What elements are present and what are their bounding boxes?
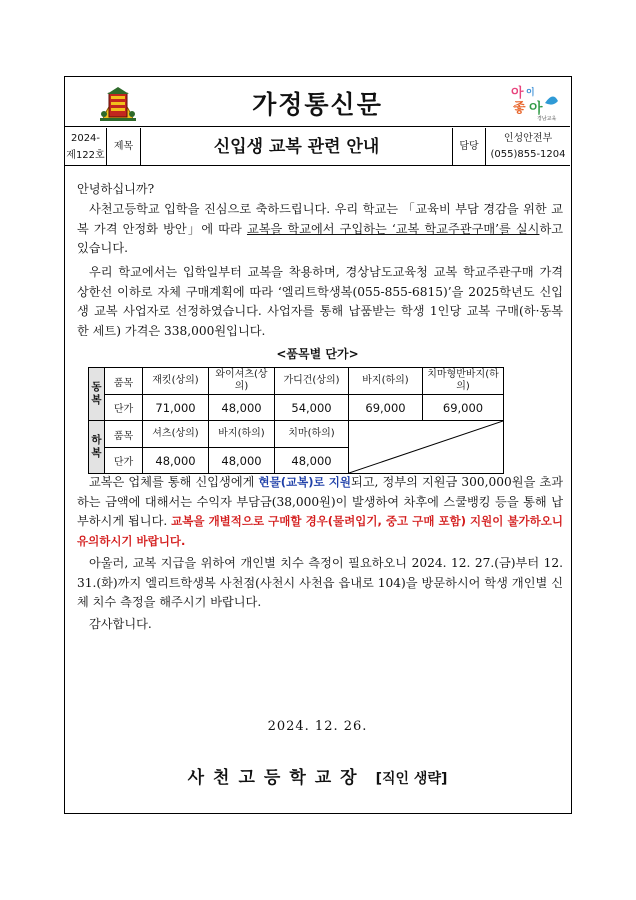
owner-label: 담당 [453,128,486,166]
p3-text-a: 교복은 업체를 통해 신입생에게 [89,475,259,489]
summer-price: 48,000 [143,448,209,474]
edu-office-logo-icon [509,83,561,121]
winter-item-label: 품목 [105,368,143,395]
greeting: 안녕하십니까? [77,182,155,196]
winter-item: 재킷(상의) [143,368,209,395]
p3-highlight-blue: 현물(교복)로 지원 [258,475,352,489]
closing: 감사합니다. [89,617,152,631]
department-name: 인성안전부 [503,133,553,144]
winter-price: 69,000 [349,395,423,421]
paragraph-vendor: 우리 학교에서는 입학일부터 교복을 착용하며, 경상남도교육청 교복 학교주관구매 가격 상한선 이하로 자체 구매계획에 따라 ‘엘리트학생복(055-855-6815)’을 2025학년도 신입생 교복 사업자로 선정하였습니다. 사업자를 통해 납품받는 학생 1인당 교복 구매(하·동복 한 세트) 가격은 338,000원입니다. [77,265,563,338]
summer-price-label: 단가 [105,448,143,474]
winter-price: 54,000 [275,395,349,421]
summer-item: 바지(하의) [209,421,275,448]
winter-group-label: 동복 [89,368,105,421]
winter-price-label: 단가 [105,395,143,421]
summer-price: 48,000 [209,448,275,474]
winter-price: 71,000 [143,395,209,421]
school-head: 사천고등학교장 [187,768,366,788]
department-phone: (055)855-1204 [490,149,566,160]
empty-cell-diagonal [349,421,504,474]
paragraph-support [77,473,563,551]
svg-text:이: 이 [526,88,535,98]
summer-group-label: 하복 [89,421,105,474]
svg-text:좋: 좋 [513,101,526,116]
winter-item: 바지(하의) [349,368,423,395]
issue-number [65,128,107,166]
issue-no: 제122호 [66,150,105,161]
winter-price: 69,000 [423,395,504,421]
p1-underlined: 교복을 학교에서 구입하는 ‘교복 학교주관구매’를 실시 [246,221,540,236]
meta-row [65,128,570,166]
summer-item: 치마(하의) [275,421,349,448]
paragraph-measurement: 아울러, 교복 지급을 위하여 개인별 치수 측정이 필요하오니 2024. 12. 27.(금)부터 12. 31.(화)까지 엘리트학생복 사천점(사천시 사천읍 읍내로 104)을 방문하시어 학생 개인별 신체 치수 측정을 해주시기 바랍니다. [77,556,563,609]
document-frame [64,76,572,814]
price-table-caption: <품목별 단가> [276,347,359,361]
winter-item: 치마형반바지(하의) [423,368,504,395]
issue-date: 2024. 12. 26. [267,719,368,734]
issue-year: 2024- [70,133,101,144]
summer-price: 48,000 [275,448,349,474]
price-table [88,367,504,474]
subject-label: 제목 [107,128,141,166]
winter-item: 와이셔츠(상의) [209,368,275,395]
p3-text-c: 되고, 정부의 지원금 300,000원을 초과하는 금액에 대해서는 수익자 부담금(38,000원)이 발생하여 차후에 스쿨뱅킹 등을 통해 납부하시게 됩니다. [77,475,564,528]
department-contact [486,128,570,166]
subject-title: 신입생 교복 관련 안내 [141,128,453,166]
paragraph-intro [77,200,563,259]
winter-item: 가디건(상의) [275,368,349,395]
signature-line [65,763,570,788]
page-title: 가정통신문 [252,90,383,119]
table-row [89,368,504,395]
winter-price: 48,000 [209,395,275,421]
svg-text:아: 아 [511,86,524,101]
diagonal-line [349,421,503,473]
p1-text-a: 사천고등학교 입학을 진심으로 축하드립니다. 우리 학교는 「교육비 부담 경감을 위한 교복 가격 안정화 방안」에 따라 [77,202,563,236]
header [65,77,570,127]
table-row [89,421,504,448]
summer-item: 셔츠(상의) [143,421,209,448]
stamp-note: [직인 생략] [375,771,448,787]
p3-warning-red: 교복을 개별적으로 구매할 경우(물려입기, 중고 구매 포함) 지원이 불가하오니 유의하시기 바랍니다. [77,514,563,548]
svg-text:경남교육: 경남교육 [537,116,557,121]
svg-text:아: 아 [529,101,543,117]
p1-text-c: 하고 있습니다. [77,221,563,255]
table-row [89,395,504,421]
summer-item-label: 품목 [105,421,143,448]
